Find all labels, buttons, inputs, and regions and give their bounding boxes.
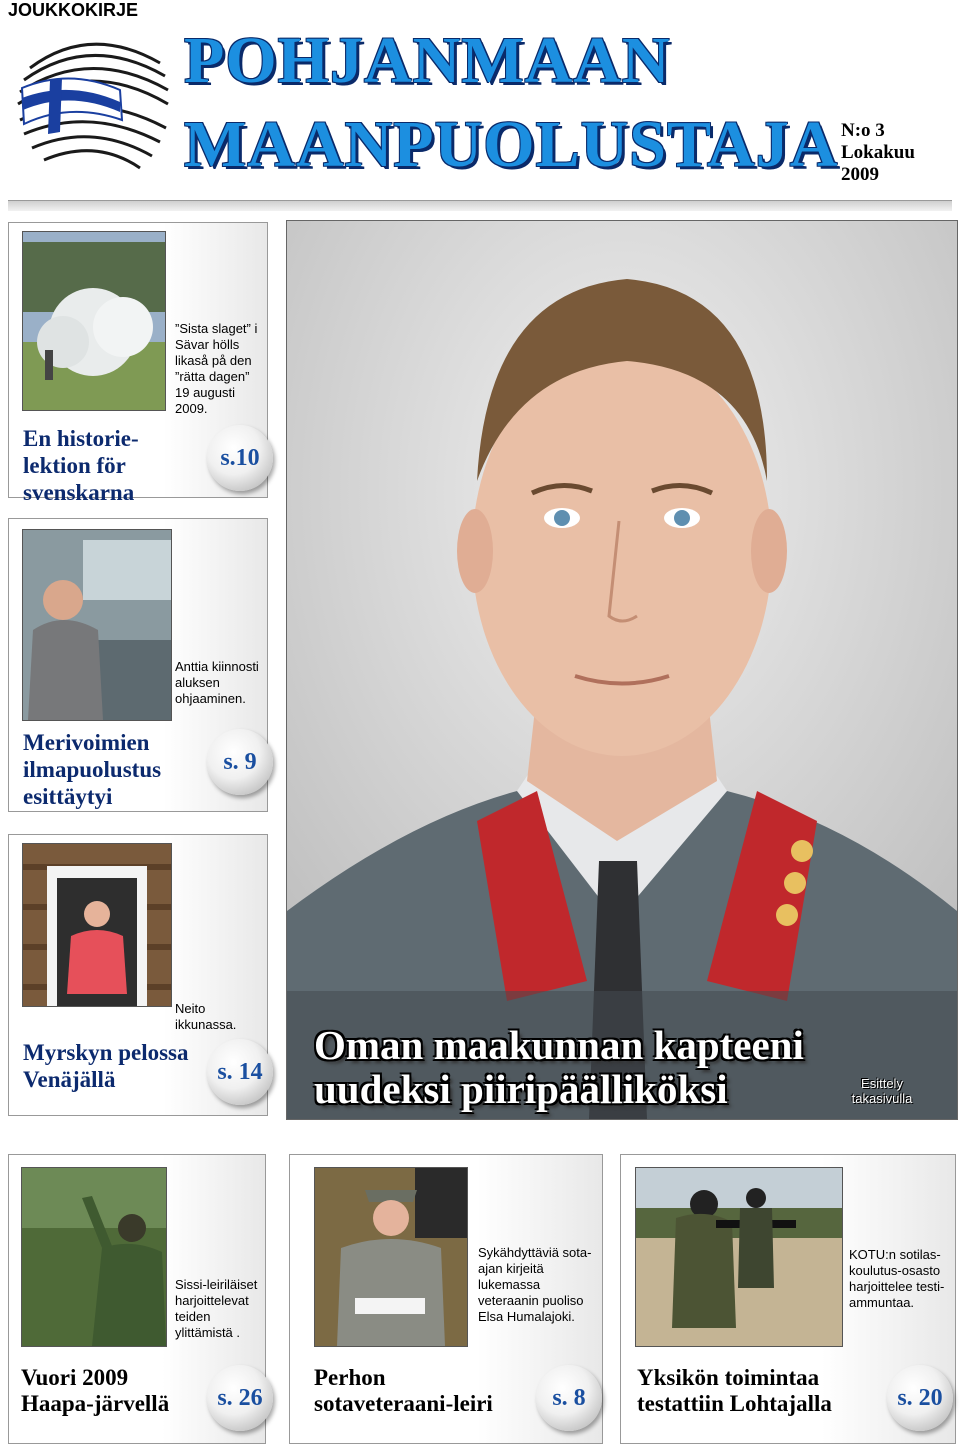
main-story-note-line1: Esittely bbox=[861, 1076, 903, 1091]
side-story-2-headline[interactable]: Merivoimien ilmapuolustus esittäytyi bbox=[23, 730, 162, 809]
side-story-2-photo bbox=[22, 529, 172, 721]
main-headline-line1[interactable]: Oman maakunnan kapteeni bbox=[314, 1022, 804, 1068]
masthead-title-line2: MAANPUOLUSTAJA bbox=[184, 108, 839, 181]
bottom-story-2-photo bbox=[314, 1167, 468, 1347]
side-story-1-headline[interactable]: En historie-lektion för svenskarna bbox=[23, 426, 139, 505]
side-story-3-photo bbox=[22, 843, 172, 1007]
bottom-story-1-headline[interactable]: Vuori 2009 Haapa-järvellä bbox=[21, 1365, 170, 1416]
side-story-2-caption: Anttia kiinnosti aluksen ohjaaminen. bbox=[175, 659, 259, 706]
bottom-story-3-photo bbox=[635, 1167, 843, 1347]
side-story-1[interactable] bbox=[8, 222, 268, 505]
masthead-title-line1: POHJANMAAN bbox=[184, 24, 671, 97]
side-story-2[interactable] bbox=[8, 518, 268, 812]
side-story-2-page-badge[interactable]: s. 9 bbox=[207, 729, 273, 795]
side-story-3-headline[interactable]: Myrskyn pelossa Venäjällä bbox=[23, 1040, 189, 1092]
issue-month: Lokakuu bbox=[841, 142, 915, 163]
bottom-story-2-caption: Sykähdyttäviä sota-ajan kirjeitä lukemassa veteraanin puoliso Elsa Humalajoki. bbox=[478, 1245, 592, 1324]
bottom-story-3[interactable] bbox=[620, 1154, 956, 1444]
issue-year: 2009 bbox=[841, 164, 879, 185]
side-story-1-caption: ”Sista slaget” i Sävar hölls likaså på den ”rätta dagen” 19 augusti 2009. bbox=[175, 321, 258, 416]
main-story-note bbox=[840, 1076, 924, 1106]
side-story-1-page-badge[interactable]: s.10 bbox=[207, 425, 273, 491]
finnish-flag-wave-logo bbox=[10, 28, 170, 178]
bottom-story-1-page-badge[interactable]: s. 26 bbox=[207, 1365, 273, 1431]
bottom-story-1-caption: Sissi-leiriläiset harjoittelevat teiden ylittämistä . bbox=[175, 1277, 258, 1340]
bottom-story-2[interactable] bbox=[289, 1154, 603, 1444]
main-headline-line2[interactable]: uudeksi piiripäälliköksi bbox=[314, 1066, 728, 1112]
masthead-divider bbox=[8, 200, 952, 211]
bottom-story-1-photo bbox=[21, 1167, 167, 1347]
bottom-story-2-page-badge[interactable]: s. 8 bbox=[536, 1365, 602, 1431]
main-story-note-line2: takasivulla bbox=[851, 1091, 913, 1106]
side-story-3-caption: Neito ikkunassa. bbox=[175, 1001, 237, 1032]
side-story-3-page-badge[interactable]: s. 14 bbox=[207, 1039, 273, 1105]
issue-info bbox=[841, 120, 915, 186]
newspaper-kicker: JOUKKOKIRJE bbox=[8, 0, 139, 20]
issue-number: N:o 3 bbox=[841, 120, 885, 141]
main-story-photo[interactable] bbox=[286, 220, 958, 1120]
bottom-story-3-headline[interactable]: Yksikön toimintaa testattiin Lohtajalla bbox=[637, 1365, 832, 1416]
side-story-1-photo bbox=[22, 231, 166, 411]
bottom-story-3-caption: KOTU:n sotilas-koulutus-osasto harjoittelee testi-ammuntaa. bbox=[849, 1247, 945, 1310]
side-story-3[interactable] bbox=[8, 834, 268, 1116]
bottom-story-2-headline[interactable]: Perhon sotaveteraani-leiri bbox=[314, 1365, 493, 1416]
bottom-story-1[interactable] bbox=[8, 1154, 266, 1444]
bottom-story-3-page-badge[interactable]: s. 20 bbox=[887, 1365, 953, 1431]
